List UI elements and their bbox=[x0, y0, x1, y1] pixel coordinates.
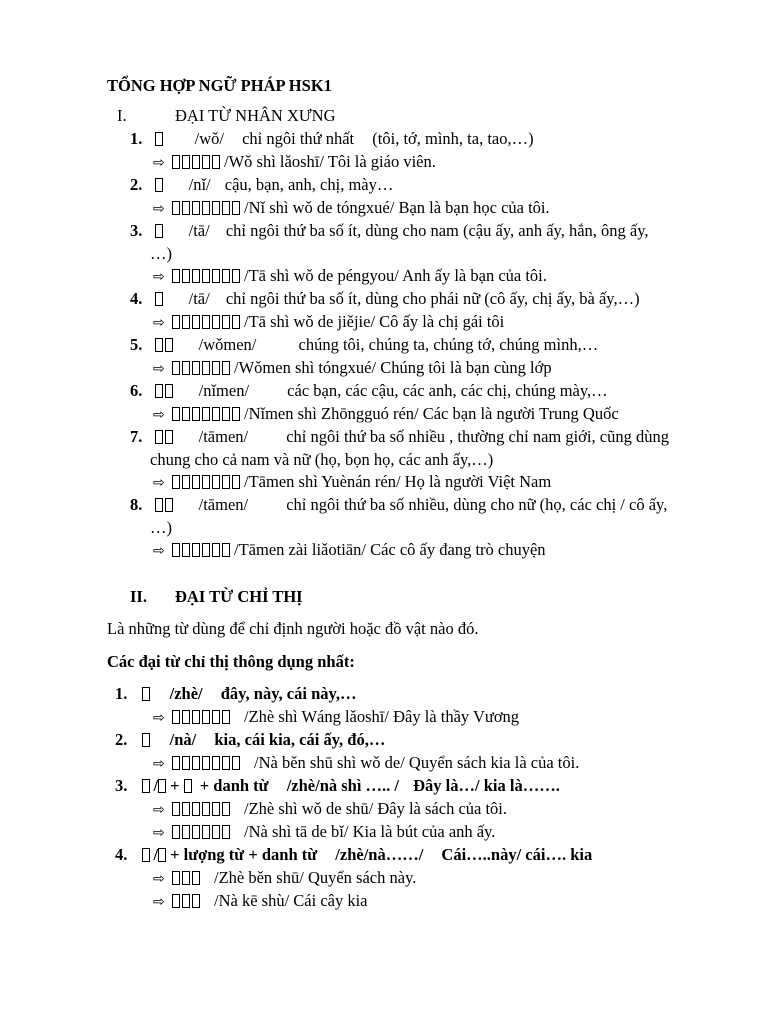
example-sentence bbox=[153, 799, 507, 820]
missing-glyph-box bbox=[212, 475, 220, 489]
hanzi-glyphs bbox=[155, 177, 167, 192]
missing-glyph-box bbox=[155, 498, 163, 512]
missing-glyph-box bbox=[192, 361, 200, 375]
missing-glyph-box bbox=[142, 779, 150, 793]
hanzi-glyphs bbox=[155, 429, 177, 444]
hanzi-glyphs bbox=[172, 893, 204, 908]
hanzi-glyphs bbox=[142, 778, 154, 793]
missing-glyph-box bbox=[222, 201, 230, 215]
item-number: 6. bbox=[130, 381, 143, 400]
meaning: chỉ ngôi thứ ba số nhiều , thường chỉ nam giới, cũng dùng bbox=[286, 427, 669, 446]
section-2-subheading: Các đại từ chỉ thị thông dụng nhất: bbox=[107, 652, 355, 671]
example-sentence bbox=[153, 404, 619, 425]
demonstrative-item bbox=[115, 776, 560, 796]
meaning: chúng tôi, chúng ta, chúng tớ, chúng mình,… bbox=[298, 335, 599, 354]
hanzi-glyphs bbox=[158, 778, 170, 793]
example-sentence bbox=[153, 707, 519, 728]
meaning: chỉ ngôi thứ ba số ít, dùng cho phái nữ (cô ấy, chị ấy, bà ấy,…) bbox=[225, 289, 640, 308]
section-2-numeral: II. bbox=[130, 587, 147, 606]
missing-glyph-box bbox=[172, 871, 180, 885]
missing-glyph-box bbox=[202, 269, 210, 283]
missing-glyph-box bbox=[232, 475, 240, 489]
missing-glyph-box bbox=[142, 733, 150, 747]
missing-glyph-box bbox=[212, 802, 220, 816]
hanzi-glyphs bbox=[155, 337, 177, 352]
missing-glyph-box bbox=[222, 475, 230, 489]
missing-glyph-box bbox=[155, 224, 163, 238]
missing-glyph-box bbox=[202, 710, 210, 724]
missing-glyph-box bbox=[202, 475, 210, 489]
missing-glyph-box bbox=[182, 871, 190, 885]
missing-glyph-box bbox=[212, 756, 220, 770]
sentence-text: /Nà shì tā de bǐ/ Kia là bút của anh ấy. bbox=[244, 822, 496, 841]
missing-glyph-box bbox=[192, 871, 200, 885]
example-sentence bbox=[153, 312, 504, 333]
missing-glyph-box bbox=[184, 779, 192, 793]
arrow-right-icon: ⇨ bbox=[153, 475, 165, 491]
item-number: 8. bbox=[130, 495, 143, 514]
missing-glyph-box bbox=[222, 802, 230, 816]
missing-glyph-box bbox=[192, 269, 200, 283]
missing-glyph-box bbox=[192, 201, 200, 215]
missing-glyph-box bbox=[155, 430, 163, 444]
missing-glyph-box bbox=[182, 475, 190, 489]
missing-glyph-box bbox=[222, 756, 230, 770]
hanzi-glyphs bbox=[172, 870, 204, 885]
section-1-numeral: I. bbox=[117, 106, 127, 125]
sentence-text: /Nà kē shù/ Cái cây kia bbox=[214, 891, 368, 910]
missing-glyph-box bbox=[222, 710, 230, 724]
slash: / bbox=[153, 845, 159, 864]
missing-glyph-box bbox=[182, 407, 190, 421]
missing-glyph-box bbox=[158, 779, 166, 793]
hanzi-glyphs bbox=[155, 383, 177, 398]
arrow-right-icon: ⇨ bbox=[153, 407, 165, 423]
pronoun-item bbox=[130, 175, 393, 195]
arrow-right-icon: ⇨ bbox=[153, 802, 165, 818]
missing-glyph-box bbox=[182, 201, 190, 215]
missing-glyph-box bbox=[232, 756, 240, 770]
example-sentence bbox=[153, 152, 436, 173]
item-number: 3. bbox=[130, 221, 143, 240]
sentence-text: /Wǒmen shì tóngxué/ Chúng tôi là bạn cùng lớp bbox=[234, 358, 552, 377]
missing-glyph-box bbox=[222, 825, 230, 839]
pronoun-item bbox=[130, 335, 598, 355]
hanzi-glyphs bbox=[155, 223, 167, 238]
missing-glyph-box bbox=[182, 269, 190, 283]
arrow-right-icon: ⇨ bbox=[153, 315, 165, 331]
missing-glyph-box bbox=[202, 407, 210, 421]
hanzi-glyphs bbox=[172, 801, 234, 816]
missing-glyph-box bbox=[212, 407, 220, 421]
missing-glyph-box bbox=[192, 825, 200, 839]
item-number: 7. bbox=[130, 427, 143, 446]
missing-glyph-box bbox=[212, 155, 220, 169]
item-number: 1. bbox=[115, 684, 128, 703]
missing-glyph-box bbox=[172, 315, 180, 329]
missing-glyph-box bbox=[165, 338, 173, 352]
missing-glyph-box bbox=[192, 894, 200, 908]
missing-glyph-box bbox=[172, 710, 180, 724]
missing-glyph-box bbox=[232, 315, 240, 329]
meaning: cậu, bạn, anh, chị, mày… bbox=[224, 175, 394, 194]
missing-glyph-box bbox=[222, 361, 230, 375]
missing-glyph-box bbox=[172, 475, 180, 489]
missing-glyph-box bbox=[212, 361, 220, 375]
missing-glyph-box bbox=[182, 543, 190, 557]
missing-glyph-box bbox=[212, 825, 220, 839]
pinyin: /tā/ bbox=[188, 221, 210, 240]
arrow-right-icon: ⇨ bbox=[153, 543, 165, 559]
missing-glyph-box bbox=[142, 848, 150, 862]
item-number: 2. bbox=[130, 175, 143, 194]
missing-glyph-box bbox=[155, 384, 163, 398]
formula: + danh từ bbox=[199, 776, 269, 795]
missing-glyph-box bbox=[172, 155, 180, 169]
hanzi-glyphs bbox=[172, 755, 244, 770]
missing-glyph-box bbox=[155, 178, 163, 192]
missing-glyph-box bbox=[192, 543, 200, 557]
item-number: 1. bbox=[130, 129, 143, 148]
example-sentence bbox=[153, 822, 495, 843]
demonstrative-item bbox=[115, 845, 592, 865]
missing-glyph-box bbox=[155, 338, 163, 352]
hanzi-glyphs bbox=[172, 268, 244, 283]
missing-glyph-box bbox=[182, 756, 190, 770]
sentence-text: /Tāmen zài liǎotiān/ Các cô ấy đang trò chuyện bbox=[234, 540, 546, 559]
pinyin: /nǐmen/ bbox=[198, 381, 250, 400]
meaning: Đây là…/ kia là……. bbox=[413, 776, 560, 795]
arrow-right-icon: ⇨ bbox=[153, 825, 165, 841]
pronoun-item bbox=[130, 221, 649, 241]
missing-glyph-box bbox=[172, 543, 180, 557]
sentence-text: /Tāmen shì Yuènán rén/ Họ là người Việt Nam bbox=[244, 472, 552, 491]
sentence-text: /Nà běn shū shì wǒ de/ Quyển sách kia là của tôi. bbox=[254, 753, 580, 772]
example-sentence bbox=[153, 540, 546, 561]
hanzi-glyphs bbox=[172, 406, 244, 421]
meaning: chỉ ngôi thứ nhất bbox=[242, 129, 355, 148]
missing-glyph-box bbox=[172, 407, 180, 421]
missing-glyph-box bbox=[232, 407, 240, 421]
pinyin: /nà/ bbox=[169, 730, 197, 749]
missing-glyph-box bbox=[212, 269, 220, 283]
missing-glyph-box bbox=[182, 894, 190, 908]
hanzi-glyphs bbox=[155, 131, 167, 146]
missing-glyph-box bbox=[155, 132, 163, 146]
pinyin: /zhè/nà shì ….. / bbox=[286, 776, 400, 795]
meaning: kia, cái kia, cái ấy, đó,… bbox=[214, 730, 386, 749]
missing-glyph-box bbox=[172, 825, 180, 839]
missing-glyph-box bbox=[182, 315, 190, 329]
hanzi-glyphs bbox=[184, 778, 196, 793]
meaning: các bạn, các cậu, các anh, các chị, chúng mày,… bbox=[287, 381, 608, 400]
pinyin: /tāmen/ bbox=[198, 495, 249, 514]
demonstrative-item bbox=[115, 730, 385, 750]
sentence-text: /Zhè běn shū/ Quyển sách này. bbox=[214, 868, 417, 887]
item-number: 3. bbox=[115, 776, 128, 795]
missing-glyph-box bbox=[222, 269, 230, 283]
missing-glyph-box bbox=[202, 315, 210, 329]
hanzi-glyphs bbox=[155, 497, 177, 512]
hanzi-glyphs bbox=[172, 824, 234, 839]
missing-glyph-box bbox=[182, 710, 190, 724]
pinyin: /tāmen/ bbox=[198, 427, 249, 446]
missing-glyph-box bbox=[192, 756, 200, 770]
example-sentence bbox=[153, 358, 552, 379]
pronoun-item bbox=[130, 381, 608, 401]
arrow-right-icon: ⇨ bbox=[153, 756, 165, 772]
missing-glyph-box bbox=[172, 802, 180, 816]
example-sentence bbox=[153, 753, 579, 774]
missing-glyph-box bbox=[182, 802, 190, 816]
sentence-text: /Wǒ shì lǎoshī/ Tôi là giáo viên. bbox=[224, 152, 436, 171]
sentence-text: /Tā shì wǒ de péngyou/ Anh ấy là bạn của tôi. bbox=[244, 266, 547, 285]
example-sentence bbox=[153, 891, 368, 912]
missing-glyph-box bbox=[212, 201, 220, 215]
pronoun-item bbox=[130, 495, 667, 515]
pinyin: /nǐ/ bbox=[188, 175, 211, 194]
missing-glyph-box bbox=[172, 201, 180, 215]
sentence-text: /Zhè shì Wáng lǎoshī/ Đây là thầy Vương bbox=[244, 707, 520, 726]
meaning-continued: chung cho cả nam và nữ (họ, bọn họ, các anh ấy,…) bbox=[150, 450, 494, 469]
pronoun-item bbox=[130, 427, 669, 447]
missing-glyph-box bbox=[192, 315, 200, 329]
section-2-heading: ĐẠI TỪ CHỈ THỊ bbox=[175, 587, 303, 606]
hanzi-glyphs bbox=[172, 709, 234, 724]
section-1-heading: ĐẠI TỪ NHÂN XƯNG bbox=[175, 106, 336, 125]
missing-glyph-box bbox=[232, 269, 240, 283]
pinyin: /zhè/ bbox=[169, 684, 203, 703]
missing-glyph-box bbox=[142, 687, 150, 701]
example-sentence bbox=[153, 198, 550, 219]
example-sentence bbox=[153, 868, 416, 889]
missing-glyph-box bbox=[172, 361, 180, 375]
missing-glyph-box bbox=[202, 802, 210, 816]
item-number: 4. bbox=[115, 845, 128, 864]
demonstrative-item bbox=[115, 684, 356, 704]
missing-glyph-box bbox=[202, 361, 210, 375]
arrow-right-icon: ⇨ bbox=[153, 269, 165, 285]
pinyin: /wǒmen/ bbox=[198, 335, 257, 354]
meaning: đây, này, cái này,… bbox=[220, 684, 357, 703]
missing-glyph-box bbox=[202, 756, 210, 770]
hanzi-glyphs bbox=[172, 200, 244, 215]
missing-glyph-box bbox=[155, 292, 163, 306]
missing-glyph-box bbox=[182, 361, 190, 375]
example-sentence bbox=[153, 266, 547, 287]
item-number: 4. bbox=[130, 289, 143, 308]
missing-glyph-box bbox=[192, 710, 200, 724]
arrow-right-icon: ⇨ bbox=[153, 155, 165, 171]
examples: (tôi, tớ, mình, ta, tao,…) bbox=[372, 129, 534, 148]
meaning: chỉ ngôi thứ ba số nhiều, dùng cho nữ (họ, các chị / cô ấy, bbox=[286, 495, 668, 514]
pinyin: /tā/ bbox=[188, 289, 210, 308]
missing-glyph-box bbox=[182, 825, 190, 839]
missing-glyph-box bbox=[212, 543, 220, 557]
plus: + bbox=[170, 776, 180, 795]
missing-glyph-box bbox=[158, 848, 166, 862]
missing-glyph-box bbox=[222, 543, 230, 557]
slash: / bbox=[153, 776, 159, 795]
missing-glyph-box bbox=[172, 269, 180, 283]
hanzi-glyphs bbox=[142, 847, 154, 862]
item-number: 2. bbox=[115, 730, 128, 749]
sentence-text: /Tā shì wǒ de jiějie/ Cô ấy là chị gái tôi bbox=[244, 312, 505, 331]
missing-glyph-box bbox=[172, 756, 180, 770]
sentence-text: /Zhè shì wǒ de shū/ Đây là sách của tôi. bbox=[244, 799, 508, 818]
formula: + lượng từ + danh từ bbox=[170, 845, 318, 864]
missing-glyph-box bbox=[202, 201, 210, 215]
pronoun-item bbox=[130, 129, 534, 149]
missing-glyph-box bbox=[222, 407, 230, 421]
example-sentence bbox=[153, 472, 551, 493]
item-number: 5. bbox=[130, 335, 143, 354]
hanzi-glyphs bbox=[172, 542, 234, 557]
missing-glyph-box bbox=[182, 155, 190, 169]
pinyin: /wǒ/ bbox=[194, 129, 224, 148]
section-2-intro: Là những từ dùng để chỉ định người hoặc đồ vật nào đó. bbox=[107, 619, 479, 638]
missing-glyph-box bbox=[212, 710, 220, 724]
meaning-continued: …) bbox=[150, 518, 172, 537]
missing-glyph-box bbox=[192, 475, 200, 489]
meaning-continued: …) bbox=[150, 244, 172, 263]
missing-glyph-box bbox=[172, 894, 180, 908]
arrow-right-icon: ⇨ bbox=[153, 871, 165, 887]
missing-glyph-box bbox=[165, 498, 173, 512]
missing-glyph-box bbox=[202, 543, 210, 557]
missing-glyph-box bbox=[165, 430, 173, 444]
hanzi-glyphs bbox=[172, 474, 244, 489]
sentence-text: /Nǐ shì wǒ de tóngxué/ Bạn là bạn học của tôi. bbox=[244, 198, 550, 217]
pinyin: /zhè/nà……/ bbox=[335, 845, 424, 864]
hanzi-glyphs bbox=[172, 360, 234, 375]
pronoun-item bbox=[130, 289, 640, 309]
missing-glyph-box bbox=[165, 384, 173, 398]
missing-glyph-box bbox=[212, 315, 220, 329]
arrow-right-icon: ⇨ bbox=[153, 710, 165, 726]
missing-glyph-box bbox=[202, 155, 210, 169]
arrow-right-icon: ⇨ bbox=[153, 201, 165, 217]
meaning: Cái…..này/ cái…. kia bbox=[441, 845, 593, 864]
hanzi-glyphs bbox=[172, 154, 224, 169]
hanzi-glyphs bbox=[155, 291, 167, 306]
missing-glyph-box bbox=[192, 407, 200, 421]
hanzi-glyphs bbox=[172, 314, 244, 329]
meaning: chỉ ngôi thứ ba số ít, dùng cho nam (cậu ấy, anh ấy, hắn, ông ấy, bbox=[225, 221, 649, 240]
missing-glyph-box bbox=[192, 802, 200, 816]
document-title: TỔNG HỢP NGỮ PHÁP HSK1 bbox=[107, 76, 332, 95]
missing-glyph-box bbox=[222, 315, 230, 329]
missing-glyph-box bbox=[202, 825, 210, 839]
missing-glyph-box bbox=[192, 155, 200, 169]
sentence-text: /Nǐmen shì Zhōngguó rén/ Các bạn là người Trung Quốc bbox=[244, 404, 619, 423]
hanzi-glyphs bbox=[142, 732, 154, 747]
hanzi-glyphs bbox=[142, 686, 154, 701]
hanzi-glyphs bbox=[158, 847, 170, 862]
arrow-right-icon: ⇨ bbox=[153, 361, 165, 377]
arrow-right-icon: ⇨ bbox=[153, 894, 165, 910]
missing-glyph-box bbox=[232, 201, 240, 215]
